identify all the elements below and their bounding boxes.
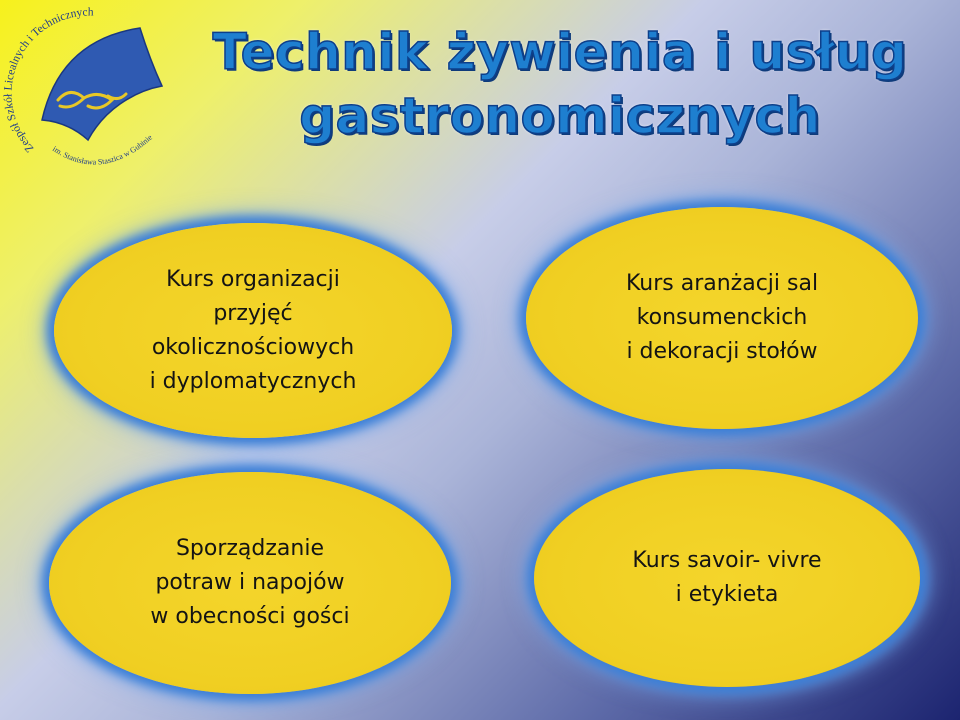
bubble-text: Kurs aranżacji sal konsumenckich i dekoracji stołów xyxy=(625,271,819,364)
bubble-savoir-vivre-course xyxy=(534,469,920,687)
logo-bottom-label: im. Stanisława Staszica w Gubinie xyxy=(50,132,155,167)
logo-ring-label: Zespół Szkół Licealnych i Technicznych xyxy=(2,6,94,155)
bubble-text: Sporządzanie potraw i napojów w obecności gości xyxy=(150,536,350,629)
bubble-event-organization-course xyxy=(54,223,452,438)
bubble-room-arrangement-course xyxy=(526,207,918,429)
page-title xyxy=(200,20,920,148)
school-logo xyxy=(0,0,190,180)
title-line-1: Technik żywienia i usług xyxy=(212,23,908,81)
sail-shape xyxy=(42,28,162,140)
title-line-2: gastronomicznych xyxy=(299,87,821,145)
bubble-text: Kurs savoir- vivre i etykieta xyxy=(632,548,822,607)
bubble-text: Kurs organizacji przyjęć okolicznościowych i dyplomatycznych xyxy=(149,266,357,394)
bubble-dish-preparation xyxy=(49,472,451,694)
logo-bottom-text xyxy=(51,132,154,166)
